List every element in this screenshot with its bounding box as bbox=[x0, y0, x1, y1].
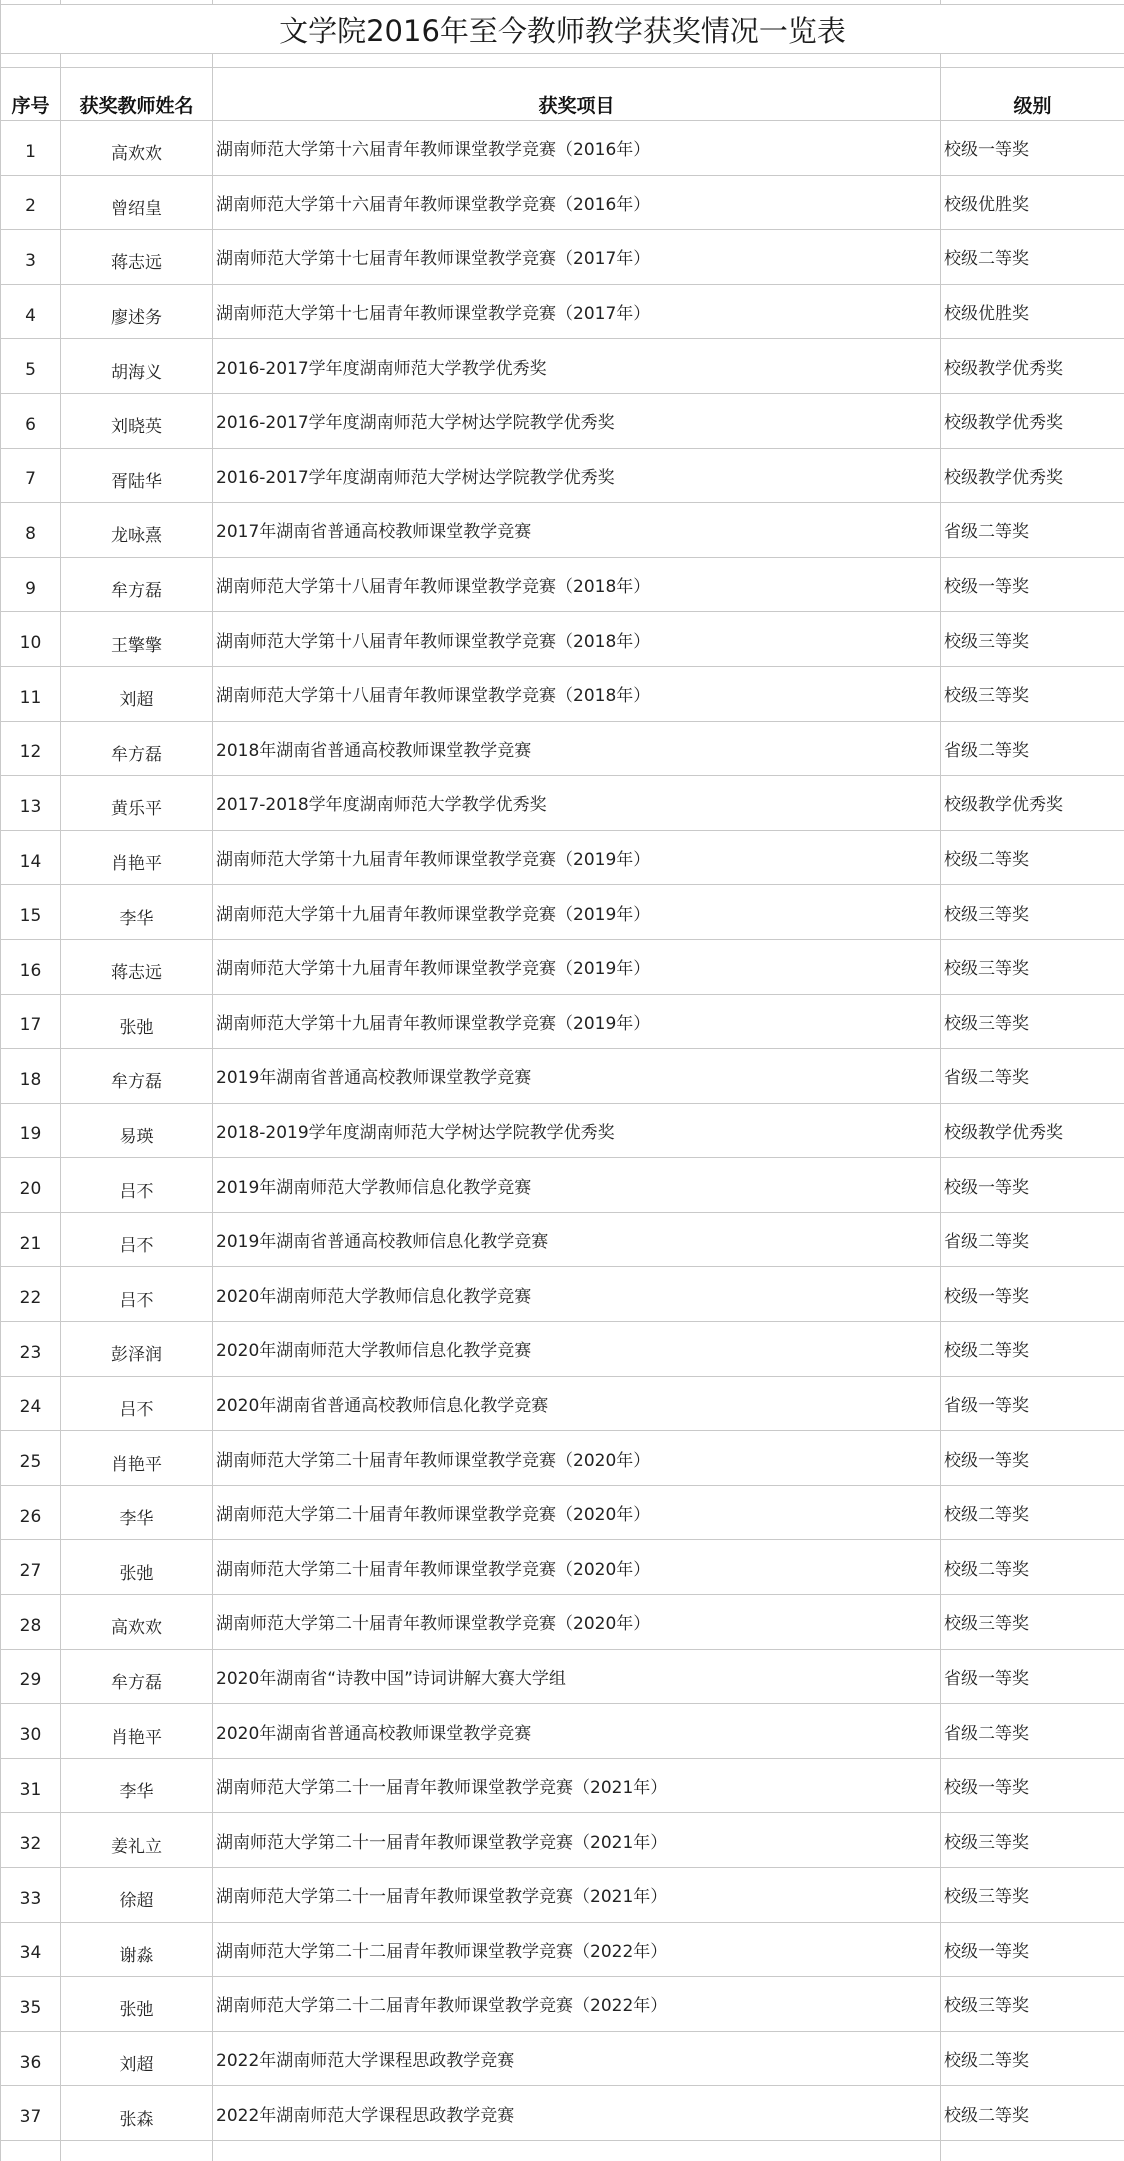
table-row bbox=[1, 830, 1124, 885]
name-cell[interactable]: 肖艳平 bbox=[61, 1431, 213, 1486]
table-row bbox=[1, 1376, 1124, 1431]
level-cell[interactable]: 校级一等奖 bbox=[941, 121, 1124, 176]
table-row bbox=[1, 1212, 1124, 1267]
table-row bbox=[1, 1649, 1124, 1704]
level-cell[interactable]: 校级一等奖 bbox=[941, 1431, 1124, 1486]
table-row bbox=[1, 2086, 1124, 2141]
level-cell[interactable]: 省级二等奖 bbox=[941, 721, 1124, 776]
level-cell[interactable]: 校级二等奖 bbox=[941, 2031, 1124, 2086]
table-row bbox=[1, 1158, 1124, 1213]
table-row bbox=[1, 1977, 1124, 2032]
project-cell[interactable]: 湖南师范大学第二十一届青年教师课堂教学竞赛（2021年） bbox=[213, 1868, 941, 1923]
level-cell[interactable]: 校级教学优秀奖 bbox=[941, 448, 1124, 503]
level-cell[interactable]: 校级一等奖 bbox=[941, 1922, 1124, 1977]
project-cell[interactable]: 湖南师范大学第二十届青年教师课堂教学竞赛（2020年） bbox=[213, 1485, 941, 1540]
table-row bbox=[1, 1267, 1124, 1322]
project-cell[interactable]: 湖南师范大学第二十届青年教师课堂教学竞赛（2020年） bbox=[213, 1431, 941, 1486]
name-cell[interactable]: 姜礼立 bbox=[61, 1813, 213, 1868]
seq-cell[interactable]: 5 bbox=[1, 339, 61, 394]
seq-cell[interactable]: 35 bbox=[1, 1977, 61, 2032]
name-cell[interactable]: 牟方磊 bbox=[61, 1649, 213, 1704]
name-cell[interactable]: 刘晓英 bbox=[61, 393, 213, 448]
trailing-row bbox=[1, 2140, 1124, 2161]
name-cell[interactable]: 张森 bbox=[61, 2086, 213, 2141]
seq-cell[interactable]: 34 bbox=[1, 1922, 61, 1977]
table-row bbox=[1, 1704, 1124, 1759]
level-cell[interactable]: 校级一等奖 bbox=[941, 557, 1124, 612]
level-cell[interactable]: 省级一等奖 bbox=[941, 1376, 1124, 1431]
seq-cell[interactable]: 37 bbox=[1, 2086, 61, 2141]
name-cell[interactable]: 牟方磊 bbox=[61, 1049, 213, 1104]
seq-cell[interactable]: 33 bbox=[1, 1868, 61, 1923]
name-cell[interactable]: 肖艳平 bbox=[61, 1704, 213, 1759]
project-cell[interactable]: 2018年湖南省普通高校教师课堂教学竞赛 bbox=[213, 721, 941, 776]
project-cell[interactable]: 2020年湖南省“诗教中国”诗词讲解大赛大学组 bbox=[213, 1649, 941, 1704]
project-cell[interactable]: 湖南师范大学第二十届青年教师课堂教学竞赛（2020年） bbox=[213, 1595, 941, 1650]
project-cell[interactable]: 湖南师范大学第十九届青年教师课堂教学竞赛（2019年） bbox=[213, 830, 941, 885]
spacer-row bbox=[1, 54, 1124, 68]
level-cell[interactable]: 校级三等奖 bbox=[941, 1977, 1124, 2032]
sheet-title[interactable]: 文学院2016年至今教师教学获奖情况一览表 bbox=[1, 5, 1124, 54]
level-cell[interactable]: 校级二等奖 bbox=[941, 230, 1124, 285]
seq-cell[interactable]: 10 bbox=[1, 612, 61, 667]
cell[interactable] bbox=[213, 2140, 941, 2161]
cell[interactable] bbox=[61, 54, 213, 68]
table-row bbox=[1, 666, 1124, 721]
name-cell[interactable]: 高欢欢 bbox=[61, 1595, 213, 1650]
cell[interactable] bbox=[941, 2140, 1124, 2161]
level-cell[interactable]: 校级三等奖 bbox=[941, 612, 1124, 667]
project-cell[interactable]: 2022年湖南师范大学课程思政教学竞赛 bbox=[213, 2086, 941, 2141]
project-cell[interactable]: 湖南师范大学第二十二届青年教师课堂教学竞赛（2022年） bbox=[213, 1922, 941, 1977]
table-row bbox=[1, 339, 1124, 394]
table-row bbox=[1, 721, 1124, 776]
table-row bbox=[1, 1485, 1124, 1540]
seq-cell[interactable]: 13 bbox=[1, 776, 61, 831]
seq-cell[interactable]: 12 bbox=[1, 721, 61, 776]
name-cell[interactable]: 黄乐平 bbox=[61, 776, 213, 831]
level-cell[interactable]: 校级三等奖 bbox=[941, 994, 1124, 1049]
project-cell[interactable]: 2019年湖南省普通高校教师课堂教学竞赛 bbox=[213, 1049, 941, 1104]
table-row bbox=[1, 612, 1124, 667]
seq-cell[interactable]: 31 bbox=[1, 1758, 61, 1813]
level-cell[interactable]: 校级优胜奖 bbox=[941, 175, 1124, 230]
name-cell[interactable]: 牟方磊 bbox=[61, 721, 213, 776]
level-cell[interactable]: 校级教学优秀奖 bbox=[941, 393, 1124, 448]
table-row bbox=[1, 448, 1124, 503]
table-row bbox=[1, 1322, 1124, 1377]
name-cell[interactable]: 胥陆华 bbox=[61, 448, 213, 503]
seq-cell[interactable]: 17 bbox=[1, 994, 61, 1049]
project-cell[interactable]: 湖南师范大学第十八届青年教师课堂教学竞赛（2018年） bbox=[213, 612, 941, 667]
project-cell[interactable]: 2020年湖南师范大学教师信息化教学竞赛 bbox=[213, 1267, 941, 1322]
table-row bbox=[1, 939, 1124, 994]
name-cell[interactable]: 胡海义 bbox=[61, 339, 213, 394]
level-cell[interactable]: 校级二等奖 bbox=[941, 2086, 1124, 2141]
project-cell[interactable]: 湖南师范大学第十八届青年教师课堂教学竞赛（2018年） bbox=[213, 557, 941, 612]
project-cell[interactable]: 湖南师范大学第二十一届青年教师课堂教学竞赛（2021年） bbox=[213, 1758, 941, 1813]
table-row bbox=[1, 1813, 1124, 1868]
seq-cell[interactable]: 2 bbox=[1, 175, 61, 230]
seq-cell[interactable]: 29 bbox=[1, 1649, 61, 1704]
project-cell[interactable]: 湖南师范大学第二十二届青年教师课堂教学竞赛（2022年） bbox=[213, 1977, 941, 2032]
project-cell[interactable]: 2019年湖南师范大学教师信息化教学竞赛 bbox=[213, 1158, 941, 1213]
cell[interactable] bbox=[61, 2140, 213, 2161]
seq-cell[interactable]: 24 bbox=[1, 1376, 61, 1431]
table-row bbox=[1, 121, 1124, 176]
level-cell[interactable]: 省级二等奖 bbox=[941, 1049, 1124, 1104]
cell[interactable] bbox=[213, 54, 941, 68]
table-row bbox=[1, 503, 1124, 558]
seq-cell[interactable]: 4 bbox=[1, 284, 61, 339]
cell[interactable] bbox=[1, 54, 61, 68]
level-cell[interactable]: 校级三等奖 bbox=[941, 1813, 1124, 1868]
seq-cell[interactable]: 26 bbox=[1, 1485, 61, 1540]
seq-cell[interactable]: 27 bbox=[1, 1540, 61, 1595]
seq-cell[interactable]: 25 bbox=[1, 1431, 61, 1486]
seq-cell[interactable]: 6 bbox=[1, 393, 61, 448]
level-cell[interactable]: 校级教学优秀奖 bbox=[941, 339, 1124, 394]
column-header-seq[interactable]: 序号 bbox=[1, 68, 61, 121]
level-cell[interactable]: 校级一等奖 bbox=[941, 1758, 1124, 1813]
level-cell[interactable]: 校级优胜奖 bbox=[941, 284, 1124, 339]
table-row bbox=[1, 1595, 1124, 1650]
seq-cell[interactable]: 8 bbox=[1, 503, 61, 558]
table-row bbox=[1, 994, 1124, 1049]
table-row bbox=[1, 1049, 1124, 1104]
seq-cell[interactable]: 1 bbox=[1, 121, 61, 176]
level-cell[interactable]: 校级二等奖 bbox=[941, 1485, 1124, 1540]
table-row bbox=[1, 776, 1124, 831]
column-header-project[interactable]: 获奖项目 bbox=[213, 68, 941, 121]
project-cell[interactable]: 湖南师范大学第十九届青年教师课堂教学竞赛（2019年） bbox=[213, 994, 941, 1049]
level-cell[interactable]: 校级一等奖 bbox=[941, 1158, 1124, 1213]
project-cell[interactable]: 湖南师范大学第十六届青年教师课堂教学竞赛（2016年） bbox=[213, 121, 941, 176]
level-cell[interactable]: 校级二等奖 bbox=[941, 1540, 1124, 1595]
seq-cell[interactable]: 21 bbox=[1, 1212, 61, 1267]
seq-cell[interactable]: 11 bbox=[1, 666, 61, 721]
name-cell[interactable]: 李华 bbox=[61, 1485, 213, 1540]
project-cell[interactable]: 湖南师范大学第十九届青年教师课堂教学竞赛（2019年） bbox=[213, 885, 941, 940]
name-cell[interactable]: 刘超 bbox=[61, 666, 213, 721]
project-cell[interactable]: 湖南师范大学第二十一届青年教师课堂教学竞赛（2021年） bbox=[213, 1813, 941, 1868]
seq-cell[interactable]: 9 bbox=[1, 557, 61, 612]
project-cell[interactable]: 湖南师范大学第十八届青年教师课堂教学竞赛（2018年） bbox=[213, 666, 941, 721]
name-cell[interactable]: 彭泽润 bbox=[61, 1322, 213, 1377]
title-row bbox=[1, 5, 1124, 54]
name-cell[interactable]: 刘超 bbox=[61, 2031, 213, 2086]
seq-cell[interactable]: 20 bbox=[1, 1158, 61, 1213]
level-cell[interactable]: 校级三等奖 bbox=[941, 666, 1124, 721]
table-row bbox=[1, 1431, 1124, 1486]
project-cell[interactable]: 2017年湖南省普通高校教师课堂教学竞赛 bbox=[213, 503, 941, 558]
column-header-name[interactable]: 获奖教师姓名 bbox=[61, 68, 213, 121]
name-cell[interactable]: 张弛 bbox=[61, 994, 213, 1049]
name-cell[interactable]: 肖艳平 bbox=[61, 830, 213, 885]
name-cell[interactable]: 易瑛 bbox=[61, 1103, 213, 1158]
name-cell[interactable]: 蒋志远 bbox=[61, 230, 213, 285]
awards-table-body bbox=[1, 0, 1124, 2161]
project-cell[interactable]: 2020年湖南省普通高校教师课堂教学竞赛 bbox=[213, 1704, 941, 1759]
project-cell[interactable]: 2020年湖南省普通高校教师信息化教学竞赛 bbox=[213, 1376, 941, 1431]
seq-cell[interactable]: 16 bbox=[1, 939, 61, 994]
seq-cell[interactable]: 19 bbox=[1, 1103, 61, 1158]
table-row bbox=[1, 1868, 1124, 1923]
table-row bbox=[1, 230, 1124, 285]
table-row bbox=[1, 1540, 1124, 1595]
table-row bbox=[1, 1758, 1124, 1813]
table-row bbox=[1, 1922, 1124, 1977]
seq-cell[interactable]: 30 bbox=[1, 1704, 61, 1759]
seq-cell[interactable]: 15 bbox=[1, 885, 61, 940]
level-cell[interactable]: 校级一等奖 bbox=[941, 1267, 1124, 1322]
seq-cell[interactable]: 36 bbox=[1, 2031, 61, 2086]
name-cell[interactable]: 谢淼 bbox=[61, 1922, 213, 1977]
name-cell[interactable]: 曾绍皇 bbox=[61, 175, 213, 230]
level-cell[interactable]: 校级教学优秀奖 bbox=[941, 1103, 1124, 1158]
name-cell[interactable]: 蒋志远 bbox=[61, 939, 213, 994]
name-cell[interactable]: 龙咏熹 bbox=[61, 503, 213, 558]
seq-cell[interactable]: 32 bbox=[1, 1813, 61, 1868]
level-cell[interactable]: 校级三等奖 bbox=[941, 885, 1124, 940]
table-row bbox=[1, 885, 1124, 940]
project-cell[interactable]: 2016-2017学年度湖南师范大学树达学院教学优秀奖 bbox=[213, 393, 941, 448]
name-cell[interactable]: 高欢欢 bbox=[61, 121, 213, 176]
name-cell[interactable]: 吕不 bbox=[61, 1158, 213, 1213]
name-cell[interactable]: 张弛 bbox=[61, 1977, 213, 2032]
table-row bbox=[1, 284, 1124, 339]
name-cell[interactable]: 吕不 bbox=[61, 1212, 213, 1267]
table-row bbox=[1, 2031, 1124, 2086]
seq-cell[interactable]: 14 bbox=[1, 830, 61, 885]
project-cell[interactable]: 2017-2018学年度湖南师范大学教学优秀奖 bbox=[213, 776, 941, 831]
seq-cell[interactable]: 23 bbox=[1, 1322, 61, 1377]
name-cell[interactable]: 吕不 bbox=[61, 1267, 213, 1322]
name-cell[interactable]: 徐超 bbox=[61, 1868, 213, 1923]
level-cell[interactable]: 省级二等奖 bbox=[941, 503, 1124, 558]
table-row bbox=[1, 557, 1124, 612]
cell[interactable] bbox=[941, 54, 1124, 68]
level-cell[interactable]: 校级三等奖 bbox=[941, 1868, 1124, 1923]
table-row bbox=[1, 1103, 1124, 1158]
seq-cell[interactable]: 3 bbox=[1, 230, 61, 285]
project-cell[interactable]: 湖南师范大学第十六届青年教师课堂教学竞赛（2016年） bbox=[213, 175, 941, 230]
level-cell[interactable]: 省级二等奖 bbox=[941, 1212, 1124, 1267]
level-cell[interactable]: 校级二等奖 bbox=[941, 830, 1124, 885]
project-cell[interactable]: 湖南师范大学第二十届青年教师课堂教学竞赛（2020年） bbox=[213, 1540, 941, 1595]
project-cell[interactable]: 湖南师范大学第十七届青年教师课堂教学竞赛（2017年） bbox=[213, 284, 941, 339]
project-cell[interactable]: 2019年湖南省普通高校教师信息化教学竞赛 bbox=[213, 1212, 941, 1267]
name-cell[interactable]: 李华 bbox=[61, 1758, 213, 1813]
seq-cell[interactable]: 7 bbox=[1, 448, 61, 503]
seq-cell[interactable]: 28 bbox=[1, 1595, 61, 1650]
table-row bbox=[1, 175, 1124, 230]
level-cell[interactable]: 校级三等奖 bbox=[941, 939, 1124, 994]
name-cell[interactable]: 李华 bbox=[61, 885, 213, 940]
project-cell[interactable]: 湖南师范大学第十九届青年教师课堂教学竞赛（2019年） bbox=[213, 939, 941, 994]
cell[interactable] bbox=[1, 2140, 61, 2161]
name-cell[interactable]: 廖述务 bbox=[61, 284, 213, 339]
project-cell[interactable]: 2022年湖南师范大学课程思政教学竞赛 bbox=[213, 2031, 941, 2086]
level-cell[interactable]: 校级教学优秀奖 bbox=[941, 776, 1124, 831]
table-row bbox=[1, 393, 1124, 448]
project-cell[interactable]: 2016-2017学年度湖南师范大学树达学院教学优秀奖 bbox=[213, 448, 941, 503]
level-cell[interactable]: 省级二等奖 bbox=[941, 1704, 1124, 1759]
seq-cell[interactable]: 18 bbox=[1, 1049, 61, 1104]
project-cell[interactable]: 湖南师范大学第十七届青年教师课堂教学竞赛（2017年） bbox=[213, 230, 941, 285]
level-cell[interactable]: 校级二等奖 bbox=[941, 1322, 1124, 1377]
name-cell[interactable]: 牟方磊 bbox=[61, 557, 213, 612]
project-cell[interactable]: 2018-2019学年度湖南师范大学树达学院教学优秀奖 bbox=[213, 1103, 941, 1158]
seq-cell[interactable]: 22 bbox=[1, 1267, 61, 1322]
name-cell[interactable]: 吕不 bbox=[61, 1376, 213, 1431]
project-cell[interactable]: 2020年湖南师范大学教师信息化教学竞赛 bbox=[213, 1322, 941, 1377]
column-header-level[interactable]: 级别 bbox=[941, 68, 1124, 121]
name-cell[interactable]: 张弛 bbox=[61, 1540, 213, 1595]
level-cell[interactable]: 省级一等奖 bbox=[941, 1649, 1124, 1704]
header-row bbox=[1, 68, 1124, 121]
project-cell[interactable]: 2016-2017学年度湖南师范大学教学优秀奖 bbox=[213, 339, 941, 394]
level-cell[interactable]: 校级三等奖 bbox=[941, 1595, 1124, 1650]
name-cell[interactable]: 王擎擎 bbox=[61, 612, 213, 667]
